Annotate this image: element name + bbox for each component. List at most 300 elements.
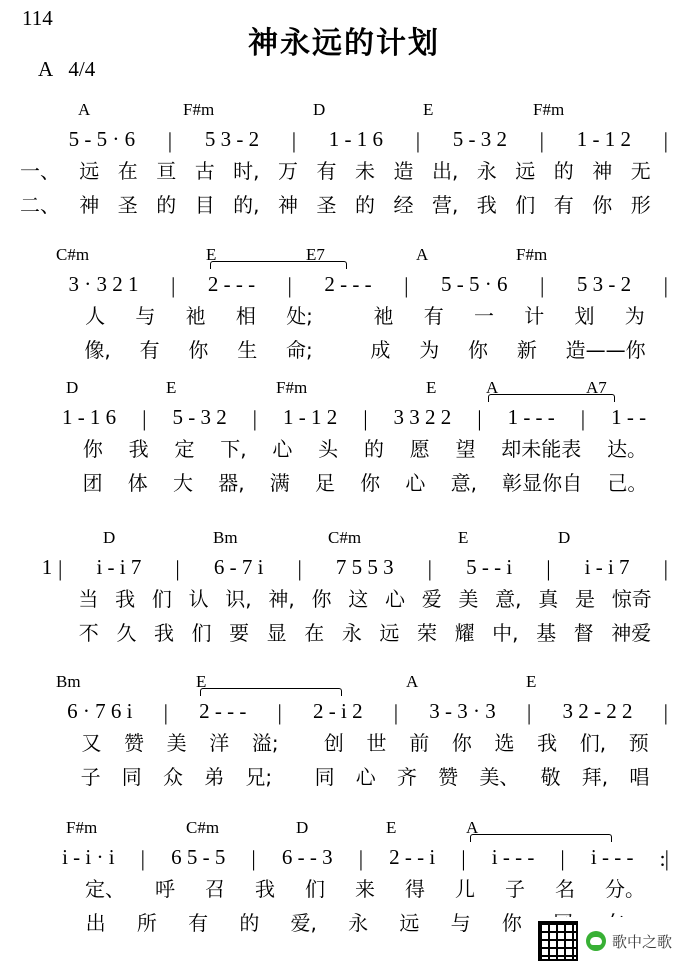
lyric-syllable: 出, (431, 158, 459, 183)
chord-symbol: C#m (186, 818, 220, 837)
chord-symbol: Bm (213, 528, 238, 547)
barline: | (393, 700, 399, 725)
lyric-syllable: 定 (174, 436, 195, 461)
chord-row (38, 100, 668, 122)
lyric-syllable: 意, (495, 586, 522, 611)
note-group: 3 · 3 2 1 (68, 272, 139, 296)
note-group: 5 - 5 · 6 (68, 127, 136, 151)
lyric-syllable: 时, (233, 158, 260, 183)
lyric-syllable: 的 (553, 158, 574, 183)
note-group: 5 3 - 2 (204, 127, 260, 151)
note-group: i - i 7 (584, 555, 630, 579)
lyric-syllable: 兄; (245, 764, 273, 789)
lyric-syllable: 你 (82, 436, 103, 461)
lyric-syllable: 心 (272, 436, 293, 461)
lyric-syllable: 认 (188, 586, 209, 611)
barline: | (363, 406, 368, 431)
lyric-syllable: 器, (218, 470, 245, 495)
wechat-account-name: 歌中之歌 (611, 932, 672, 951)
lyric-syllables (64, 583, 670, 612)
lyric-syllable: 造 (393, 158, 414, 183)
lyric-syllable: 在 (304, 620, 325, 645)
lyric-line (18, 724, 670, 758)
lyric-syllable: 永 (348, 910, 369, 935)
barline: | (461, 846, 466, 871)
lyric-syllable: 神爱 (611, 620, 652, 645)
lyric-line (18, 297, 670, 331)
lyric-syllable: 亘 (156, 158, 177, 183)
lyric-syllable: 要 (229, 620, 250, 645)
lyric-syllable: 赞 (123, 730, 144, 755)
lyric-syllable: 子 (80, 764, 101, 789)
lyric-syllable: 久 (116, 620, 137, 645)
lyric-syllable: 众 (163, 764, 183, 789)
lyric-syllables (64, 727, 670, 756)
notation-row (38, 694, 670, 724)
lyric-syllable: 远 (515, 158, 536, 183)
lyric-line (18, 464, 670, 498)
lyric-syllables (64, 467, 670, 496)
note-group: 5 3 - 2 (576, 272, 632, 296)
lyric-syllable: 世 (366, 730, 387, 755)
lyric-syllable: 与 (450, 910, 471, 935)
note-group: i - - - (491, 845, 535, 869)
page-title: 神永远的计划 (248, 26, 440, 61)
chord-symbol: E (196, 672, 207, 691)
lyric-syllable: 远 (79, 158, 100, 183)
barline: | (167, 128, 173, 153)
chord-symbol: E (386, 818, 397, 837)
note-group: 2 - i 2 (313, 699, 363, 723)
key-signature (38, 57, 95, 82)
lyric-syllable: 营, (431, 192, 459, 217)
note-group: 6 · 7 6 i (67, 699, 133, 723)
lyric-syllable: 督 (573, 620, 594, 645)
lyric-syllable: 相 (235, 303, 256, 328)
lyric-syllables (64, 761, 670, 790)
barline: | (539, 128, 545, 153)
lyric-syllable: 的 (156, 192, 177, 217)
tie-slur (488, 394, 615, 402)
music-system-1 (0, 100, 688, 220)
music-system-4 (0, 528, 688, 648)
lyric-syllable: 神 (278, 192, 299, 217)
lyric-syllable: 心 (384, 586, 405, 611)
lyric-syllable: 下, (220, 436, 247, 461)
lyric-syllable: 子 (505, 876, 525, 901)
lyric-syllable: 命; (286, 337, 313, 362)
lyric-syllable: 有 (423, 303, 444, 328)
barline: | (415, 128, 421, 153)
lyric-syllable: 不 (78, 620, 99, 645)
qr-code-icon (538, 921, 578, 961)
key-letter: A (38, 57, 54, 81)
lyric-syllable: 有 (188, 910, 209, 935)
note-group: i - - - (590, 845, 634, 869)
lyric-syllable: 却未能表 (501, 436, 582, 461)
lyric-syllable: 齐 (396, 764, 417, 789)
barline: | (358, 846, 364, 871)
chord-row (38, 818, 668, 840)
lyric-syllable: 头 (318, 436, 339, 461)
lyric-syllable: 又 (81, 730, 102, 755)
lyric-syllables (64, 334, 670, 363)
lyric-syllable: 耀 (454, 620, 475, 645)
lyric-syllable: 们 (515, 192, 536, 217)
lyric-syllable: 处; (286, 303, 313, 328)
barline: | (477, 406, 482, 431)
lyric-syllable: 神 (79, 192, 100, 217)
barline: | (427, 556, 433, 581)
lyric-syllable: 远 (379, 620, 400, 645)
lyric-syllable: 神 (592, 158, 613, 183)
tie-slur (210, 261, 347, 269)
lyric-syllable: 一 (474, 303, 494, 328)
lyric-syllable: 们 (151, 586, 172, 611)
lyric-syllable: 有 (139, 337, 160, 362)
lyric-syllable: 像, (84, 337, 111, 362)
note-group: 1 - - - (507, 405, 555, 429)
lyric-syllable: 美、 (479, 764, 520, 789)
lyric-syllable: 无 (630, 158, 651, 183)
lyric-syllable: 的 (239, 910, 260, 935)
chord-symbol: F#m (516, 245, 548, 264)
chord-symbol: D (558, 528, 571, 547)
lyric-syllable: 爱, (290, 910, 317, 935)
lyric-syllable: 美 (166, 730, 187, 755)
note-group: 1 (41, 555, 53, 579)
lyric-syllable: 成 (370, 337, 391, 362)
note-group: 3 - 3 · 3 (429, 699, 496, 723)
lyric-syllable: 我 (115, 586, 136, 611)
lyric-syllable: 在 (117, 158, 138, 183)
note-group: 2 - - - (207, 272, 256, 296)
lyric-line (18, 430, 670, 464)
barline: | (58, 556, 63, 581)
lyric-syllable: 惊奇 (611, 586, 652, 611)
barline: | (663, 128, 669, 153)
lyric-syllable: 造——你 (565, 337, 646, 362)
notation-row (38, 550, 670, 580)
page-number: 114 (22, 6, 53, 30)
lyric-syllable: 是 (574, 586, 595, 611)
lyric-syllable: 弟 (204, 764, 225, 789)
note-group: 5 - - i (466, 555, 513, 579)
lyric-syllable: 你 (468, 337, 489, 362)
lyric-syllable: 呼 (155, 876, 175, 901)
lyric-syllable: 基 (536, 620, 557, 645)
barline: | (170, 273, 176, 298)
chord-symbol: F#m (533, 100, 565, 119)
lyric-syllable: 名 (555, 876, 575, 901)
music-system-3 (0, 378, 688, 498)
lyric-syllable: 祂 (373, 303, 394, 328)
barline: | (163, 700, 168, 725)
note-group: 3 3 2 2 (393, 405, 452, 429)
lyric-syllable: 彰显你自 (502, 470, 583, 495)
lyric-line (18, 614, 670, 648)
lyric-syllable: 们, (579, 730, 607, 755)
chord-symbol: Bm (56, 672, 81, 691)
chord-symbol: A7 (586, 378, 607, 397)
lyric-syllable: 出 (85, 910, 106, 935)
lyric-syllables (64, 155, 670, 184)
lyric-syllable: 预 (628, 730, 649, 755)
music-system-2 (0, 245, 688, 365)
lyric-syllable (327, 334, 356, 363)
lyric-syllable: 达。 (607, 436, 648, 461)
lyric-syllable: 显 (266, 620, 287, 645)
lyric-syllable: 们 (305, 876, 325, 901)
lyric-syllable: 为 (624, 303, 645, 328)
lyric-syllable: 儿 (455, 876, 475, 901)
lyric-syllable: 我 (128, 436, 149, 461)
chord-symbol: E7 (306, 245, 325, 264)
barline: | (663, 556, 668, 581)
lyric-syllable: 所 (136, 910, 157, 935)
barline: | (663, 273, 669, 298)
chord-symbol: F#m (276, 378, 308, 397)
lyric-syllable: 前 (409, 730, 430, 755)
lyric-syllables (64, 617, 670, 646)
lyric-syllable: 的, (233, 192, 260, 217)
lyric-syllable: 的 (363, 436, 384, 461)
note-group: 2 - - - (199, 699, 247, 723)
wechat-icon (586, 931, 606, 951)
note-group: 6 - - 3 (281, 845, 333, 869)
barline: | (540, 273, 545, 298)
chord-symbol: E (426, 378, 437, 397)
lyric-syllable: 远 (399, 910, 420, 935)
chord-symbol: A (466, 818, 479, 837)
lyric-syllable: 拜, (581, 764, 609, 789)
lyric-syllable: 生 (237, 337, 258, 362)
barline: | (175, 556, 180, 581)
lyric-syllable: 足 (314, 470, 335, 495)
lyric-syllable: 形 (630, 192, 651, 217)
footer-watermark (532, 917, 678, 965)
note-group: 2 - - i (389, 845, 436, 869)
barline: | (142, 406, 147, 431)
lyric-syllable: 满 (269, 470, 290, 495)
note-group: 1 - 1 2 (283, 405, 338, 429)
note-group: 1 - 1 2 (576, 127, 631, 151)
lyric-syllable: 你 (451, 730, 472, 755)
lyric-syllable: 圣 (117, 192, 138, 217)
notation-row (38, 267, 670, 297)
lyric-syllable: 你 (501, 910, 522, 935)
chord-symbol: E (526, 672, 537, 691)
chord-row (38, 245, 668, 267)
lyric-syllable: 万 (278, 158, 299, 183)
chord-symbol: C#m (56, 245, 90, 264)
lyric-syllables (64, 873, 670, 902)
lyric-line (18, 186, 670, 220)
chord-row (38, 672, 668, 694)
note-group: 6 5 - 5 (171, 845, 226, 869)
lyric-syllable: 洋 (209, 730, 230, 755)
barline: | (404, 273, 409, 298)
lyric-line (18, 580, 670, 614)
chord-symbol: D (66, 378, 79, 397)
lyric-syllable: 定、 (85, 876, 125, 901)
chord-symbol: A (406, 672, 419, 691)
lyric-syllable: 识, (225, 586, 252, 611)
barline: | (560, 846, 565, 871)
chord-symbol: D (313, 100, 326, 119)
lyric-syllable: 创 (323, 730, 344, 755)
tie-slur (470, 834, 612, 842)
lyric-syllable: 我 (476, 192, 497, 217)
note-group: 5 - 5 · 6 (441, 272, 508, 296)
lyric-syllable: 爱 (421, 586, 442, 611)
note-group: i - i 7 (96, 555, 142, 579)
note-group: 2 - - - (324, 272, 372, 296)
repeat-end-barline: :| (659, 846, 669, 871)
barline: | (546, 556, 551, 581)
lyric-syllable: 得 (405, 876, 425, 901)
chord-symbol: E (206, 245, 217, 264)
lyric-syllable: 来 (355, 876, 375, 901)
lyric-syllable: 古 (194, 158, 215, 183)
barline: | (251, 846, 256, 871)
lyric-syllable: 神, (268, 586, 295, 611)
lyric-syllable: 计 (524, 303, 545, 328)
lyric-syllables (64, 300, 670, 329)
tie-slur (200, 688, 342, 696)
lyric-line (18, 331, 670, 365)
barline: | (287, 273, 292, 298)
notation-row (38, 840, 670, 870)
lyric-syllable: 荣 (416, 620, 437, 645)
lyric-syllable: 己。 (607, 470, 648, 495)
lyric-syllable: 赞 (438, 764, 459, 789)
chord-symbol: E (166, 378, 177, 397)
lyric-syllable: 我 (255, 876, 275, 901)
lyric-syllable: 愿 (409, 436, 430, 461)
lyric-syllable: 新 (516, 337, 537, 362)
chord-symbol: D (103, 528, 116, 547)
lyric-syllable: 圣 (316, 192, 337, 217)
lyric-syllable: 选 (494, 730, 515, 755)
note-group: 5 - 3 2 (172, 405, 227, 429)
chord-symbol: F#m (183, 100, 215, 119)
lyric-syllable: 召 (205, 876, 225, 901)
lyric-syllable: 你 (592, 192, 613, 217)
note-group: 1 - - (611, 405, 647, 429)
lyric-syllable: 大 (173, 470, 193, 495)
lyric-syllable: 意, (450, 470, 477, 495)
lyric-syllable: 祂 (185, 303, 206, 328)
lyric-syllable: 这 (348, 586, 369, 611)
chord-symbol: E (423, 100, 434, 119)
lyric-syllable: 永 (341, 620, 362, 645)
note-group: 7 5 5 3 (335, 555, 394, 579)
lyric-syllable: 未 (354, 158, 375, 183)
note-group: 5 - 3 2 (452, 127, 507, 151)
lyric-syllable: 美 (458, 586, 479, 611)
lyric-syllable: 同 (314, 764, 335, 789)
barline: | (252, 406, 258, 431)
lyric-syllables (64, 433, 670, 462)
verse-number: 一、 (20, 158, 60, 183)
verse-number: 二、 (20, 192, 60, 217)
chord-row (38, 528, 668, 550)
lyric-syllable: 你 (360, 470, 381, 495)
lyric-syllable (283, 761, 304, 790)
barline: | (297, 556, 302, 581)
lyric-syllable: 们 (191, 620, 212, 645)
barline: | (580, 406, 586, 431)
lyric-syllable: 心 (355, 764, 376, 789)
barline: | (663, 700, 668, 725)
lyric-syllable: 与 (135, 303, 156, 328)
chord-symbol: D (296, 818, 309, 837)
lyric-syllable: 我 (537, 730, 558, 755)
lyric-syllable: 同 (121, 764, 142, 789)
chord-symbol: A (78, 100, 91, 119)
lyric-syllable: 人 (85, 303, 106, 328)
time-signature: 4/4 (68, 57, 96, 81)
lyric-syllable: 心 (405, 470, 426, 495)
lyric-syllable: 划 (574, 303, 595, 328)
lyric-syllable: 有 (316, 158, 337, 183)
note-group: 3 2 - 2 2 (562, 699, 633, 723)
lyric-syllable: 望 (455, 436, 476, 461)
lyric-syllable (328, 300, 358, 329)
note-group: 1 - 1 6 (61, 405, 117, 429)
barline: | (291, 128, 297, 153)
lyric-syllable: 为 (419, 337, 440, 362)
lyric-syllable: 分。 (605, 876, 645, 901)
lyric-syllable: 团 (82, 470, 103, 495)
lyric-line (18, 152, 670, 186)
notation-row (38, 122, 670, 152)
lyric-syllable: 中, (492, 620, 519, 645)
lyric-syllable (290, 727, 313, 756)
lyric-syllable: 你 (311, 586, 332, 611)
notation-row (38, 400, 670, 430)
wechat-account (586, 931, 672, 952)
barline: | (526, 700, 532, 725)
note-group: i - i · i (62, 845, 115, 869)
barline: | (140, 846, 146, 871)
chord-symbol: E (458, 528, 469, 547)
lyric-syllable: 溢; (251, 730, 279, 755)
lyric-syllable: 我 (153, 620, 174, 645)
lyric-syllable: 的 (354, 192, 375, 217)
lyric-syllable: 唱 (629, 764, 650, 789)
chord-symbol: A (416, 245, 429, 264)
note-group: 6 - 7 i (213, 555, 264, 579)
chord-symbol: F#m (66, 818, 98, 837)
lyric-syllable: 你 (188, 337, 209, 362)
chord-symbol: A (486, 378, 499, 397)
lyric-syllable: 敬 (540, 764, 561, 789)
lyric-syllable: 体 (127, 470, 148, 495)
lyric-syllable: 永 (476, 158, 497, 183)
lyric-syllable: 当 (78, 586, 99, 611)
music-system-5 (0, 672, 688, 792)
note-group: 1 - 1 6 (328, 127, 384, 151)
lyric-syllable: 经 (393, 192, 414, 217)
barline: | (277, 700, 282, 725)
lyric-syllable: 有 (553, 192, 574, 217)
lyric-line (18, 758, 670, 792)
lyric-syllables (64, 189, 670, 218)
lyric-syllable: 目 (194, 192, 215, 217)
chord-symbol: C#m (328, 528, 362, 547)
